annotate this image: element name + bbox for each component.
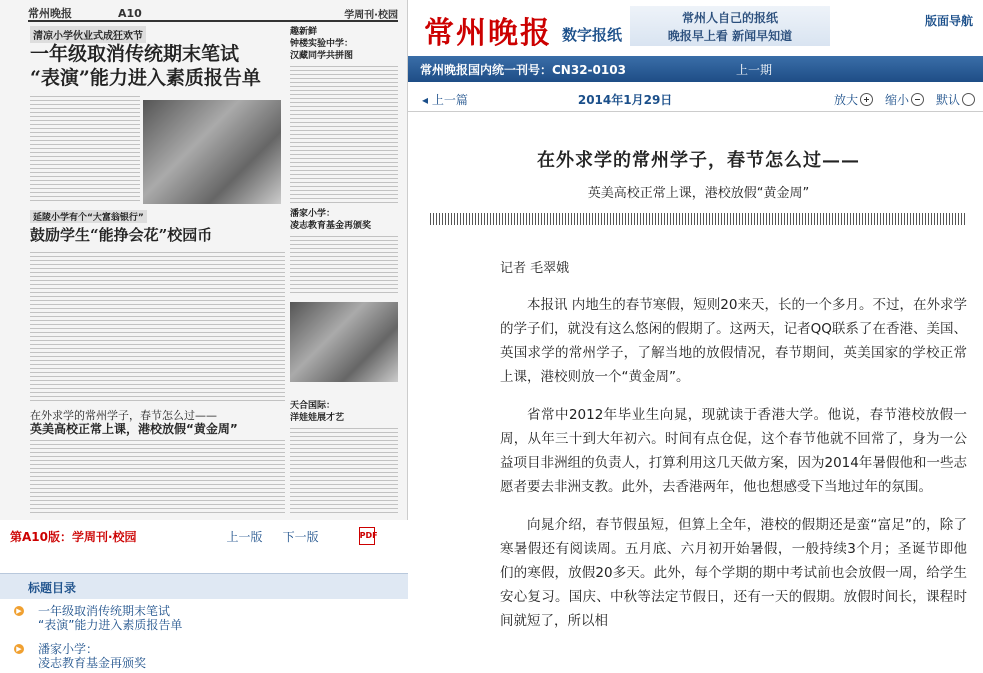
toc-list [0,604,408,673]
next-page-link[interactable]: 下一版 [282,529,319,544]
toc-item-line: 一年级取消传统期末笔试 [38,604,171,618]
paper-side-story-1[interactable] [290,26,353,62]
toc-item[interactable] [0,642,408,670]
paper-side-title: 汉藏同学共拼图 [290,51,354,61]
article-subtitle: 英美高校正常上课，港校放假“黄金周” [587,186,810,201]
edition-label: 第A10版：学周刊·校园 [10,529,137,544]
article-paragraph: 向晁介绍，春节假虽短，但算上全年，港校的假期还是蛮“富足”的，除了寒暑假还有阅读周。五月底、六月初开始暑假，一般持续3个月；圣诞节即他们的寒假，放假20多天。此外，每个学期的期中考试前也会放假一周，给学生安心复习。国庆、中秋等法定节假日，还有一天的假期。放假时间长，课程时间就短了，所以相 [500,517,967,629]
bullet-arrow-icon: ▶ [14,606,24,616]
paper-side-story-3[interactable] [290,400,344,424]
paper-kicker-1: 清凉小学伙业式成狂欢节 [30,26,146,43]
default-zoom-label: 默认 [935,93,960,107]
article-paragraph: 本报讯 内地生的春节寒假，短则20来天，长的一个多月。不过，在外求学的学子们，就没有这么悠闲的假期了。这两天，记者QQ联系了在香港、美国、英国求学的常州学子，了解当地的放假情况，春节期间，英美国家的学校正常上课，港校则放一个“黄金周”。 [500,297,967,385]
left-panel [0,0,408,673]
article-body [430,118,967,673]
page-nav-bar [0,524,408,548]
prev-article-link[interactable]: ◂ 上一篇 [422,93,468,107]
paper-headline-1[interactable] [30,42,280,90]
paper-headline-2[interactable]: 鼓励学生“能挣会花”校园币 [30,226,213,244]
zoom-tools [834,91,975,108]
paper-side-tag: 趣新鲜 [290,27,318,37]
paper-photo-2 [290,302,398,382]
paper-side-title: 凌志教育基金再颁奖 [290,221,372,231]
issue-date: 2014年1月29日 [577,93,673,107]
paper-kicker-2: 延陵小学有个“大富翁银行” [30,210,147,223]
slogan-line: 常州人自己的报纸 [681,11,778,25]
zoom-in-label: 放大 [833,93,858,107]
slogan-banner [630,6,830,46]
paper-side-story-2[interactable] [290,208,371,232]
paper-headline-1-line2: “表演”能力进入素质报告单 [30,67,261,89]
default-zoom-button[interactable] [936,91,975,108]
zoom-in-button[interactable] [834,91,873,108]
paper-masthead-page: A10 [118,6,142,20]
publication-cn: 常州晚报国内统一刊号：CN32-0103 [420,62,626,77]
paper-masthead [28,6,398,22]
newspaper-page-image[interactable] [0,0,408,520]
paper-side-title: 钟楼实验中学： [290,39,354,49]
publication-bar [408,56,983,82]
toc-item-line: 潘家小学： [38,642,99,656]
site-header [408,0,983,56]
prev-article-label: 上一篇 [431,93,468,107]
decorative-divider [430,213,967,225]
default-zoom-icon [962,93,975,106]
paper-side-title: 天合国际： [290,401,336,411]
paper-headline-3[interactable]: 英美高校正常上课，港校放假“黄金周” [30,422,238,436]
slogan-line: 晚报早上看 新闻早知道 [667,29,793,43]
zoom-out-icon [911,93,924,106]
site-logo[interactable]: 常州晚报 [424,16,552,51]
paper-side-title: 潘家小学： [290,209,336,219]
pdf-icon[interactable]: PDF [359,527,375,545]
paper-side-title: 洋娃娃展才艺 [290,413,345,423]
site-subtitle: 数字报纸 [562,26,623,44]
article-paragraph: 省常中2012年毕业生向晁，现就读于香港大学。他说，春节港校放假一周，从年三十到大年初六。时间有点仓促，这个春节他就不回常了，身为一公益项目非洲组的负责人，打算利用这几天做方案，因为2014年暑假他和一些志愿者要去非洲支教。此外，去香港两年，他也想感受下当地过年的氛围。 [500,407,967,495]
paper-text-block [30,252,285,402]
paper-masthead-section: 学周刊·校园 [344,9,398,21]
paper-headline-1-line1: 一年级取消传统期末笔试 [30,43,240,65]
zoom-out-button[interactable] [885,91,924,108]
toc-item[interactable] [0,604,408,632]
paper-masthead-logo: 常州晚报 [28,7,72,20]
paper-headline-3-kicker[interactable]: 在外求学的常州学子，春节怎么过—— [30,409,217,422]
paper-text-block [290,236,398,296]
zoom-in-icon [860,93,873,106]
prev-issue-link[interactable]: 上一期 [735,62,772,77]
paper-text-block [30,96,140,201]
bullet-arrow-icon: ▶ [14,644,24,654]
toc-item-line: 凌志教育基金再颁奖 [38,656,147,670]
paper-photo-1 [143,100,281,204]
toc-title: 标题目录 [0,573,408,599]
layout-nav-link[interactable]: 版面导航 [924,14,973,28]
right-panel [408,0,983,673]
prev-page-link[interactable]: 上一版 [226,529,263,544]
zoom-out-label: 缩小 [884,93,909,107]
paper-text-block [290,66,398,206]
article-title: 在外求学的常州学子，春节怎么过—— [537,150,860,171]
paper-text-block [290,428,398,516]
article-author: 记者 毛翠娥 [500,261,570,276]
article-toolbar [408,88,983,112]
toc-item-line: “表演”能力进入素质报告单 [38,618,183,632]
paper-text-block [30,440,285,515]
